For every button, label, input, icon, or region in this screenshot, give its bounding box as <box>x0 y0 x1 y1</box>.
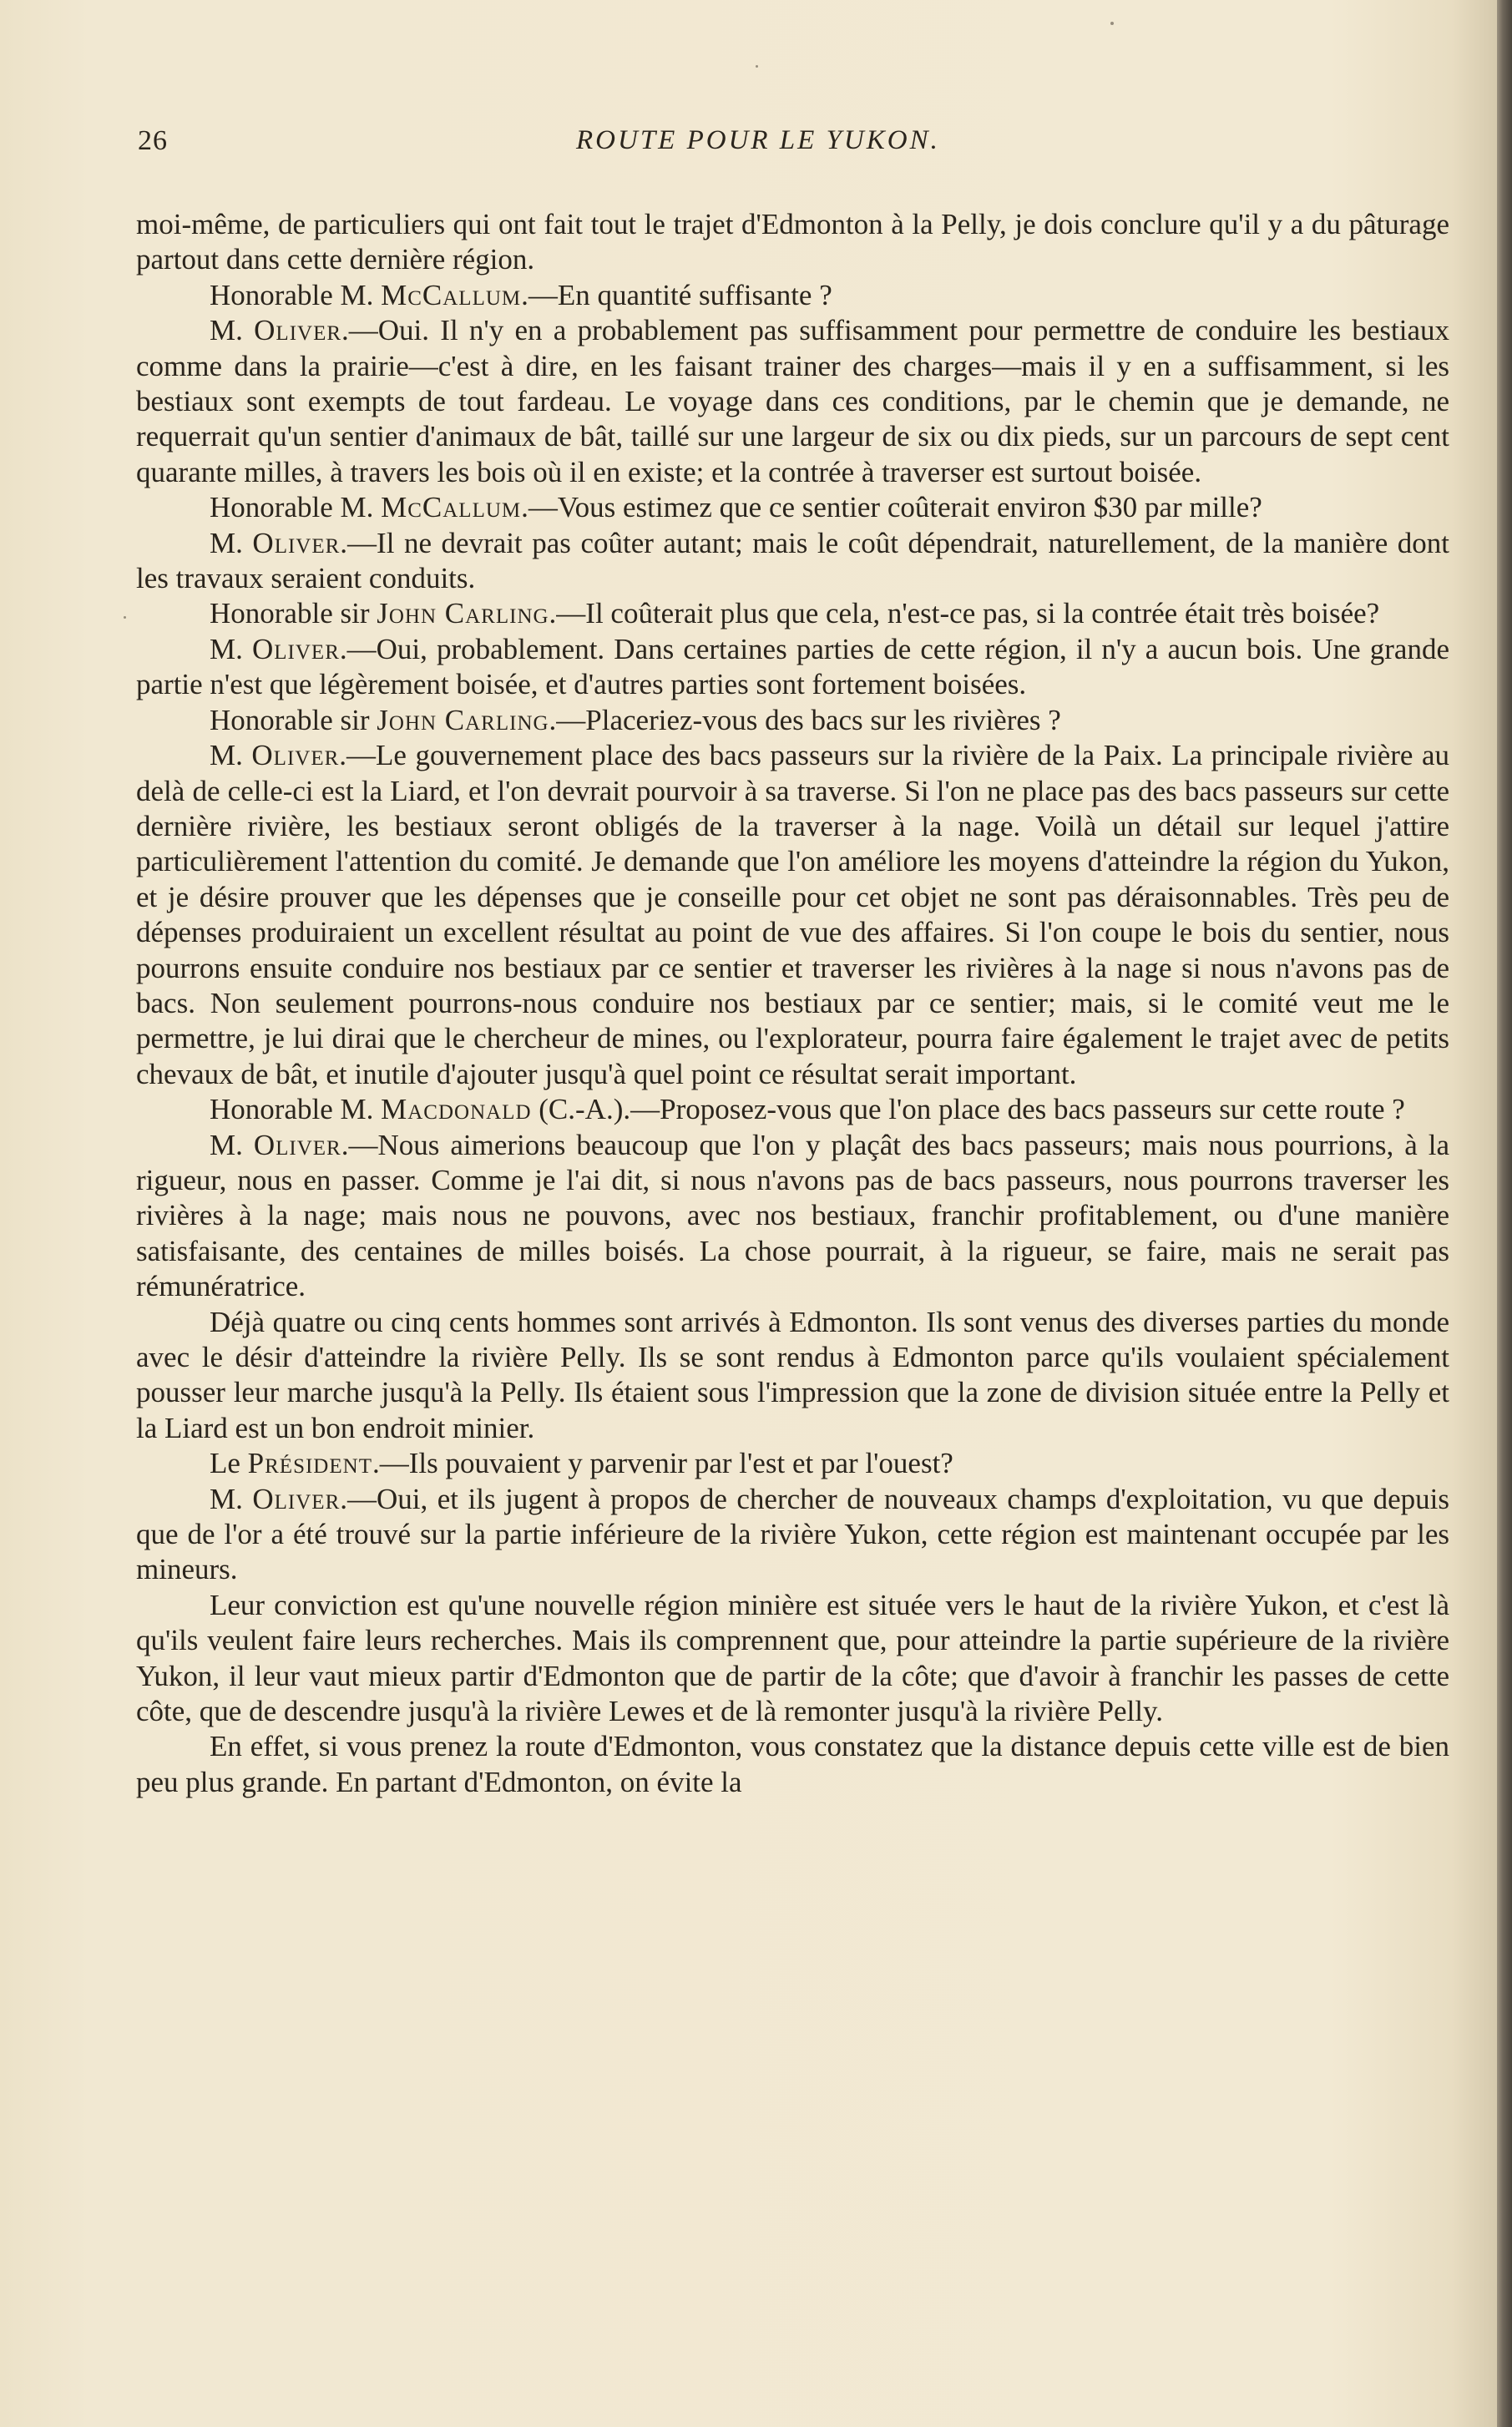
text-run: M. <box>210 1482 253 1515</box>
paragraph <box>136 313 1449 490</box>
ink-speck <box>756 65 758 68</box>
text-run: .—En quantité suffisante ? <box>521 278 832 311</box>
paragraph <box>136 1482 1449 1588</box>
speaker-name: Oliver <box>252 1482 341 1515</box>
text-run: En effet, si vous prenez la route d'Edmonton, vous constatez que la distance depuis cette ville est de bien peu plus grande. En partant d'Edmonton, on évite la <box>136 1730 1449 1798</box>
speaker-name: Oliver <box>252 526 341 559</box>
text-run: Honorable M. <box>210 491 382 524</box>
speaker-name: McCallum <box>381 278 522 311</box>
speaker-name: McCallum <box>381 491 522 524</box>
speaker-name: Oliver <box>253 1128 341 1161</box>
text-run: moi-même, de particuliers qui ont fait tout le trajet d'Edmonton à la Pelly, je dois conclure qu'il y a du pâturage partout dans cette dernière région. <box>136 208 1449 276</box>
text-run: M. <box>210 314 255 347</box>
text-run: Leur conviction est qu'une nouvelle région minière est située vers le haut de la rivière Yukon, et c'est là qu'ils veulent faire leurs recherches. Mais ils comprennent que, pour atteindre la partie supérieure de la rivière Yukon, il leur vaut mieux partir d'Edmonton que de partir de la côte; que d'avoir à franchir les passes de cette côte, que de descendre jusqu'à la rivière Lewes et de là remonter jusqu'à la rivière Pelly. <box>136 1588 1449 1728</box>
speaker-name: Macdonald <box>381 1093 532 1126</box>
speaker-name: Président <box>247 1447 372 1480</box>
text-run: Honorable sir <box>210 703 377 736</box>
paragraph <box>136 703 1449 738</box>
body-text <box>136 207 1449 1800</box>
text-run: Le <box>210 1447 248 1480</box>
text-run: .—Il coûterait plus que cela, n'est-ce pas, si la contrée était très boisée? <box>549 597 1380 630</box>
text-run: Déjà quatre ou cinq cents hommes sont arrivés à Edmonton. Ils sont venus des diverses parties du monde avec le désir d'atteindre la rivière Pelly. Ils se sont rendus à Edmonton parce qu'ils voulaient spécialement pousser leur marche jusqu'à la Pelly. Ils étaient sous l'impression que la zone de division située entre la Pelly et la Liard est un bon endroit minier. <box>136 1305 1449 1444</box>
paragraph <box>136 207 1449 278</box>
text-run: .—Le gouvernement place des bacs passeurs sur la rivière de la Paix. La principale rivière au delà de celle-ci est la Liard, et l'on devrait pourvoir à sa traverse. Si l'on ne place pas des bacs passeurs sur cette dernière rivière, les bestiaux seront obligés de la traverser à la nage. Voilà un détail sur lequel j'attire particulièrement l'attention du comité. Je demande que l'on améliore les moyens d'atteindre la région du Yukon, et je désire prouver que les dépenses que je conseille pour cet objet ne sont pas déraisonnables. Très peu de dépenses produiraient un excellent résultat au point de vue des affaires. Si l'on coupe le bois du sentier, nous pourrons ensuite conduire nos bestiaux par ce sentier et traverser les rivières à la nage si nous n'avons pas de bacs. Non seulement pourrons-nous conduire nos bestiaux par ce sentier; mais, si le comité veut me le permettre, je lui dirai que le chercheur de mines, ou l'explorateur, pourra faire également le trajet avec de petits chevaux de bât, et inutile d'ajouter jusqu'à quel point ce résultat serait important. <box>136 739 1449 1090</box>
paragraph <box>136 1588 1449 1730</box>
text-run: M. <box>210 632 252 665</box>
paragraph <box>136 632 1449 703</box>
page-edge-shadow <box>1497 0 1512 2427</box>
paragraph <box>136 1092 1449 1127</box>
paragraph <box>136 1305 1449 1447</box>
text-run: .—Oui, et ils jugent à propos de chercher de nouveaux champs d'exploitation, vu que depuis que de l'or a été trouvé sur la partie inférieure de la rivière Yukon, cette région est maintenant occupée par les mineurs. <box>136 1482 1449 1586</box>
ink-speck <box>1110 22 1114 25</box>
text-run: (C.-A.).—Proposez-vous que l'on place des bacs passeurs sur cette route ? <box>531 1093 1405 1126</box>
running-head: ROUTE POUR LE YUKON. <box>576 125 940 155</box>
paragraph <box>136 526 1449 597</box>
text-run: M. <box>210 526 253 559</box>
text-run: Honorable M. <box>210 1093 382 1126</box>
speaker-name: Oliver <box>251 739 340 772</box>
paragraph <box>136 738 1449 1092</box>
text-run: .—Oui. Il n'y en a probablement pas suffisamment pour permettre de conduire les bestiaux comme dans la prairie—c'est à dire, en les faisant trainer des charges—mais il y en a suffisamment, si les bestiaux sont exempts de tout fardeau. Le voyage dans ces conditions, par le chemin que je demande, ne requerrait qu'un sentier d'animaux de bât, taillé sur une largeur de six ou dix pieds, sur un parcours de sept cent quarante milles, à travers les bois où il en existe; et la contrée à traverser est surtout boisée. <box>136 314 1449 488</box>
paragraph <box>136 1446 1449 1481</box>
paragraph <box>136 1729 1449 1800</box>
ink-speck <box>124 616 126 619</box>
text-run: .—Placeriez-vous des bacs sur les rivières ? <box>549 703 1061 736</box>
text-run: M. <box>210 739 252 772</box>
text-run: .—Vous estimez que ce sentier coûterait environ $30 par mille? <box>521 491 1262 524</box>
page-header <box>134 125 1436 167</box>
speaker-name: John Carling <box>377 597 549 630</box>
text-run: Honorable M. <box>210 278 382 311</box>
text-run: M. <box>210 1128 254 1161</box>
text-run: .—Oui, probablement. Dans certaines parties de cette région, il n'y a aucun bois. Une grande partie n'est que légèrement boisée, et d'autres parties sont fortement boisées. <box>136 632 1450 701</box>
text-run: .—Nous aimerions beaucoup que l'on y plaçât des bacs passeurs; mais nous pourrions, à la rigueur, nous en passer. Comme je l'ai dit, si nous n'avons pas de bacs passeurs, nous pourrons traverser les rivières à la nage; mais nous ne pouvons, avec nos bestiaux, franchir profitablement, ou d'une manière satisfaisante, des centaines de milles boisés. La chose pourrait, à la rigueur, se faire, mais ne serait pas rémunératrice. <box>136 1128 1449 1303</box>
text-run: Honorable sir <box>210 597 377 630</box>
page-number: 26 <box>138 125 168 156</box>
paragraph <box>136 1128 1449 1305</box>
text-run: .—Il ne devrait pas coûter autant; mais le coût dépendrait, naturellement, de la manière dont les travaux seraient conduits. <box>136 526 1450 595</box>
speaker-name: Oliver <box>254 314 342 347</box>
speaker-name: John Carling <box>377 703 549 736</box>
speaker-name: Oliver <box>252 632 340 665</box>
paragraph <box>136 596 1449 631</box>
paragraph <box>136 490 1449 525</box>
paragraph <box>136 278 1449 313</box>
text-run: .—Ils pouvaient y parvenir par l'est et par l'ouest? <box>372 1447 953 1480</box>
